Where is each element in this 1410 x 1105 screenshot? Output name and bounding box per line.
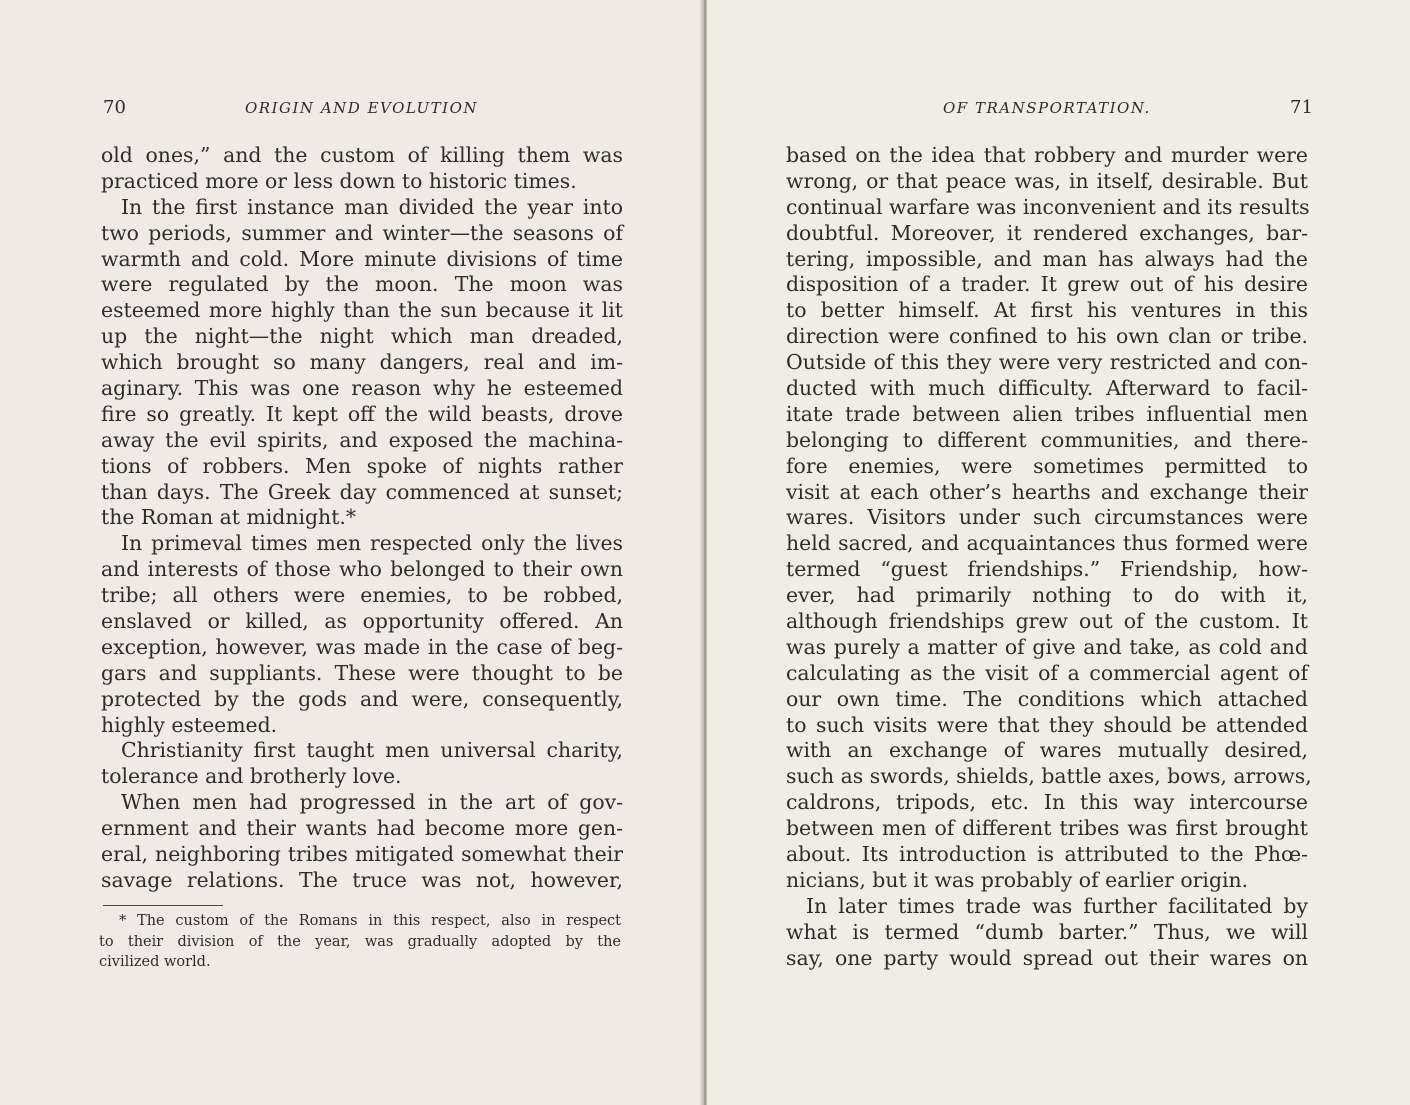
text-line: fire so greatly. It kept off the wild beasts, drove bbox=[101, 401, 623, 426]
text-line: what is termed “dumb barter.” Thus, we will bbox=[786, 919, 1308, 944]
text-line: tering, impossible, and man has always had the bbox=[786, 246, 1308, 271]
text-line: practiced more or less down to historic times. bbox=[101, 168, 577, 193]
text-line: to better himself. At first his ventures in this bbox=[786, 298, 1308, 323]
text-line: Christianity first taught men universal charity, bbox=[121, 738, 623, 763]
text-line: aginary. This was one reason why he esteemed bbox=[101, 376, 623, 401]
text-line: was purely a matter of give and take, as cold and bbox=[786, 634, 1308, 659]
text-line: belonging to different communities, and there- bbox=[786, 427, 1308, 452]
footnote-rule bbox=[103, 905, 223, 906]
text-line: between men of different tribes was first brought bbox=[786, 816, 1308, 841]
text-line: gars and suppliants. These were thought to be bbox=[101, 660, 623, 685]
text-line: than days. The Greek day commenced at sunset; bbox=[101, 479, 623, 504]
text-line: held sacred, and acquaintances thus formed were bbox=[786, 531, 1308, 556]
text-line: tions of robbers. Men spoke of nights rather bbox=[101, 453, 623, 478]
text-line: esteemed more highly than the sun because it lit bbox=[101, 298, 623, 323]
text-line: ernment and their wants had become more gen- bbox=[101, 816, 623, 841]
text-line: were regulated by the moon. The moon was bbox=[101, 272, 623, 297]
right-page bbox=[707, 0, 1410, 1105]
text-line: such as swords, shields, battle axes, bows, arrows, bbox=[786, 764, 1312, 789]
right-running-title: OF TRANSPORTATION. bbox=[943, 99, 1151, 117]
text-line: Outside of this they were very restricted and con- bbox=[786, 350, 1308, 375]
text-line: eral, neighboring tribes mitigated somewhat their bbox=[101, 842, 623, 867]
text-line: two periods, summer and winter—the seasons of bbox=[101, 220, 623, 245]
text-line: caldrons, tripods, etc. In this way intercourse bbox=[786, 790, 1308, 815]
footnote-line: to their division of the year, was gradually adopted by the bbox=[99, 933, 621, 950]
text-line: ever, had primarily nothing to do with it, bbox=[786, 583, 1308, 608]
text-line: termed “guest friendships.” Friendship, how- bbox=[786, 557, 1308, 582]
text-line: old ones,” and the custom of killing them was bbox=[101, 143, 623, 167]
text-line: our own time. The conditions which attached bbox=[786, 686, 1308, 711]
text-line: ducted with much difficulty. Afterward to facil- bbox=[786, 376, 1308, 401]
right-page-number: 71 bbox=[1290, 97, 1313, 118]
text-line: disposition of a trader. It grew out of his desire bbox=[786, 272, 1308, 297]
text-line: the Roman at midnight.* bbox=[101, 505, 357, 530]
footnote-line: civilized world. bbox=[99, 954, 211, 970]
text-line: wares. Visitors under such circumstances were bbox=[786, 505, 1308, 530]
left-running-title: ORIGIN AND EVOLUTION bbox=[245, 99, 479, 117]
left-page bbox=[0, 0, 703, 1105]
text-line: visit at each other’s hearths and exchange their bbox=[786, 479, 1308, 504]
text-line: to such visits were that they should be attended bbox=[786, 712, 1308, 737]
text-line: highly esteemed. bbox=[101, 712, 278, 737]
text-line: direction were confined to his own clan or tribe. bbox=[786, 324, 1308, 349]
text-line: with an exchange of wares mutually desired, bbox=[786, 738, 1308, 763]
left-page-number: 70 bbox=[103, 97, 126, 118]
text-line: continual warfare was inconvenient and its results bbox=[786, 194, 1310, 219]
text-line: fore enemies, were sometimes permitted to bbox=[786, 453, 1308, 478]
text-line: tribe; all others were enemies, to be robbed, bbox=[101, 583, 623, 608]
text-line: and interests of those who belonged to their own bbox=[101, 557, 623, 582]
text-line: nicians, but it was probably of earlier origin. bbox=[786, 867, 1249, 892]
text-line: enslaved or killed, as opportunity offered. An bbox=[101, 609, 623, 634]
text-line: itate trade between alien tribes influential men bbox=[786, 401, 1308, 426]
text-line: protected by the gods and were, consequently, bbox=[101, 686, 623, 711]
text-line: In primeval times men respected only the lives bbox=[121, 531, 623, 556]
text-line: In the first instance man divided the year into bbox=[121, 194, 623, 219]
text-line: tolerance and brotherly love. bbox=[101, 764, 402, 789]
text-line: about. Its introduction is attributed to the Phœ- bbox=[786, 842, 1308, 867]
text-line: savage relations. The truce was not, however, bbox=[101, 867, 623, 892]
text-line: warmth and cold. More minute divisions of time bbox=[101, 246, 623, 271]
text-line: When men had progressed in the art of gov- bbox=[121, 790, 623, 815]
text-line: up the night—the night which man dreaded, bbox=[101, 324, 623, 349]
right-body-text bbox=[786, 143, 1312, 972]
text-line: which brought so many dangers, real and im- bbox=[101, 350, 623, 375]
text-line: doubtful. Moreover, it rendered exchanges, bar- bbox=[786, 220, 1308, 245]
text-line: away the evil spirits, and exposed the machina- bbox=[101, 427, 623, 452]
text-line: based on the idea that robbery and murder were bbox=[786, 143, 1308, 167]
text-line: exception, however, was made in the case of beg- bbox=[101, 634, 623, 659]
text-line: although friendships grew out of the custom. It bbox=[786, 609, 1308, 634]
footnote-line: * The custom of the Romans in this respect, also in respect bbox=[119, 913, 621, 929]
text-line: wrong, or that peace was, in itself, desirable. But bbox=[786, 168, 1308, 193]
text-line: say, one party would spread out their wares on bbox=[786, 945, 1308, 970]
footnote bbox=[99, 911, 621, 973]
text-line: calculating as the visit of a commercial agent of bbox=[786, 660, 1308, 685]
left-body-text bbox=[101, 143, 623, 894]
text-line: In later times trade was further facilitated by bbox=[806, 893, 1308, 918]
